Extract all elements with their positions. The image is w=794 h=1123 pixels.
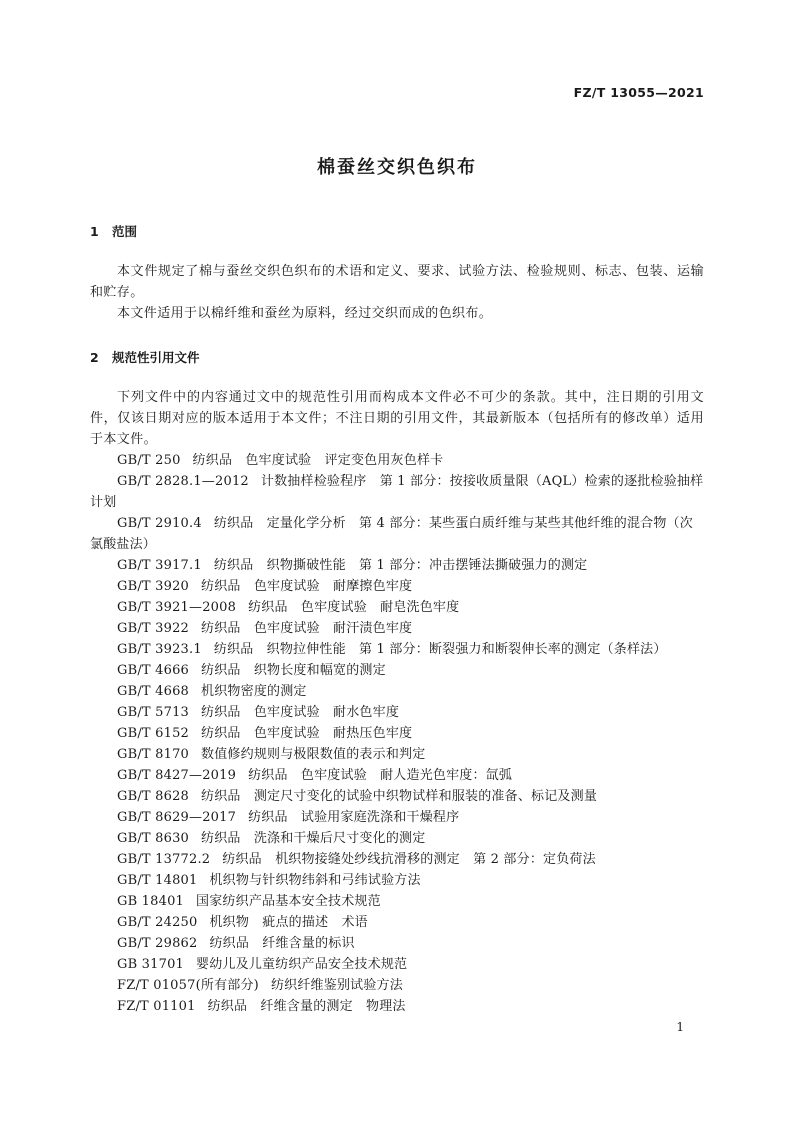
reference-code: GB/T 13772.2 xyxy=(117,852,211,867)
reference-item xyxy=(90,723,704,744)
reference-code: GB/T 3922 xyxy=(117,621,190,636)
standard-code: FZ/T 13055—2021 xyxy=(573,85,704,100)
reference-title: 纺织品 色牢度试验 耐水色牢度 xyxy=(201,705,400,720)
reference-code: GB/T 250 xyxy=(117,453,181,468)
reference-title: 纺织品 定量化学分析 第 4 部分：某些蛋白质纤维与某些其他纤维的混合物（次氯酸盐法） xyxy=(90,516,693,552)
reference-item xyxy=(90,975,704,996)
section-2-title: 规范性引用文件 xyxy=(112,350,200,365)
section-1-heading xyxy=(90,222,137,240)
reference-title: 纺织品 织物拉伸性能 第 1 部分：断裂强力和断裂伸长率的测定（条样法） xyxy=(213,642,667,657)
section-2-heading xyxy=(90,348,200,366)
section-1-title: 范围 xyxy=(112,224,138,239)
reference-item xyxy=(90,513,704,555)
reference-title: 机织物 疵点的描述 术语 xyxy=(209,915,368,930)
reference-title: 计数抽样检验程序 第 1 部分：按接收质量限（AQL）检索的逐批检验抽样计划 xyxy=(90,474,704,510)
reference-item xyxy=(90,744,704,765)
reference-item xyxy=(90,996,704,1017)
reference-title: 纺织品 织物撕破性能 第 1 部分：冲击摆锤法撕破强力的测定 xyxy=(213,558,588,573)
reference-title: 纺织品 色牢度试验 耐摩擦色牢度 xyxy=(201,579,413,594)
reference-code: GB/T 4666 xyxy=(117,663,190,678)
reference-item xyxy=(90,660,704,681)
reference-code: GB/T 8427—2019 xyxy=(117,768,237,783)
reference-item xyxy=(90,933,704,954)
reference-item xyxy=(90,471,704,513)
reference-code: FZ/T 01101 xyxy=(117,999,196,1014)
reference-title: 纺织品 色牢度试验 耐人造光色牢度：氙弧 xyxy=(248,768,513,783)
section-2-intro: 下列文件中的内容通过文中的规范性引用而构成本文件必不可少的条款。其中，注日期的引用文件，仅该日期对应的版本适用于本文件；不注日期的引用文件，其最新版本（包括所有的修改单）适用于本文件。 xyxy=(90,390,704,447)
reference-code: GB 31701 xyxy=(117,957,185,972)
reference-title: 纺织品 织物长度和幅宽的测定 xyxy=(201,663,386,678)
reference-title: 纺织品 纤维含量的标识 xyxy=(209,936,355,951)
reference-title: 纺织品 色牢度试验 耐热压色牢度 xyxy=(201,726,413,741)
reference-item xyxy=(90,597,704,618)
reference-title: 机织物与针织物纬斜和弓纬试验方法 xyxy=(209,873,421,888)
page-number: 1 xyxy=(676,1020,684,1034)
reference-code: GB/T 8630 xyxy=(117,831,190,846)
section-2-number: 2 xyxy=(90,350,99,365)
reference-code: GB/T 2910.4 xyxy=(117,516,202,531)
reference-item xyxy=(90,681,704,702)
reference-code: GB/T 4668 xyxy=(117,684,190,699)
reference-code: GB 18401 xyxy=(117,894,185,909)
reference-code: GB/T 3921—2008 xyxy=(117,600,237,615)
reference-code: GB/T 3920 xyxy=(117,579,190,594)
reference-item xyxy=(90,618,704,639)
reference-item xyxy=(90,639,704,660)
reference-title: 纺织品 色牢度试验 耐皂洗色牢度 xyxy=(248,600,460,615)
reference-title: 纺织品 洗涤和干燥后尺寸变化的测定 xyxy=(201,831,426,846)
reference-title: 婴幼儿及儿童纺织产品安全技术规范 xyxy=(196,957,408,972)
reference-title: 纺织品 试验用家庭洗涤和干燥程序 xyxy=(248,810,460,825)
reference-item xyxy=(90,912,704,933)
reference-code: FZ/T 01057(所有部分) xyxy=(117,978,259,993)
reference-item xyxy=(90,807,704,828)
reference-list xyxy=(90,450,704,1017)
reference-title: 机织物密度的测定 xyxy=(201,684,307,699)
reference-item xyxy=(90,702,704,723)
document-title: 棉蚕丝交织色织布 xyxy=(317,157,477,178)
reference-item xyxy=(90,849,704,870)
reference-code: GB/T 3917.1 xyxy=(117,558,202,573)
section-1-paragraph-1: 本文件规定了棉与蚕丝交织色织布的术语和定义、要求、试验方法、检验规则、标志、包装、运输和贮存。 xyxy=(90,264,704,300)
reference-item xyxy=(90,891,704,912)
reference-code: GB/T 2828.1—2012 xyxy=(117,474,249,489)
reference-title: 纺织纤维鉴别试验方法 xyxy=(270,978,403,993)
reference-title: 纺织品 纤维含量的测定 物理法 xyxy=(207,999,406,1014)
reference-item xyxy=(90,786,704,807)
reference-code: GB/T 14801 xyxy=(117,873,198,888)
reference-item xyxy=(90,765,704,786)
reference-item xyxy=(90,954,704,975)
reference-title: 数值修约规则与极限数值的表示和判定 xyxy=(201,747,426,762)
reference-title: 国家纺织产品基本安全技术规范 xyxy=(196,894,381,909)
reference-code: GB/T 8628 xyxy=(117,789,190,804)
reference-code: GB/T 3923.1 xyxy=(117,642,202,657)
reference-title: 纺织品 测定尺寸变化的试验中织物试样和服装的准备、标记及测量 xyxy=(201,789,598,804)
reference-code: GB/T 8170 xyxy=(117,747,190,762)
reference-title: 纺织品 色牢度试验 评定变色用灰色样卡 xyxy=(192,453,444,468)
reference-item xyxy=(90,555,704,576)
reference-title: 纺织品 机织物接缝处纱线抗滑移的测定 第 2 部分：定负荷法 xyxy=(222,852,596,867)
reference-code: GB/T 6152 xyxy=(117,726,190,741)
reference-title: 纺织品 色牢度试验 耐汗渍色牢度 xyxy=(201,621,413,636)
section-1-paragraph-2: 本文件适用于以棉纤维和蚕丝为原料，经过交织而成的色织布。 xyxy=(117,306,493,321)
reference-item xyxy=(90,450,704,471)
reference-code: GB/T 29862 xyxy=(117,936,198,951)
reference-code: GB/T 8629—2017 xyxy=(117,810,237,825)
reference-code: GB/T 24250 xyxy=(117,915,198,930)
reference-item xyxy=(90,576,704,597)
reference-item xyxy=(90,870,704,891)
reference-item xyxy=(90,828,704,849)
reference-code: GB/T 5713 xyxy=(117,705,190,720)
section-1-number: 1 xyxy=(90,224,99,239)
